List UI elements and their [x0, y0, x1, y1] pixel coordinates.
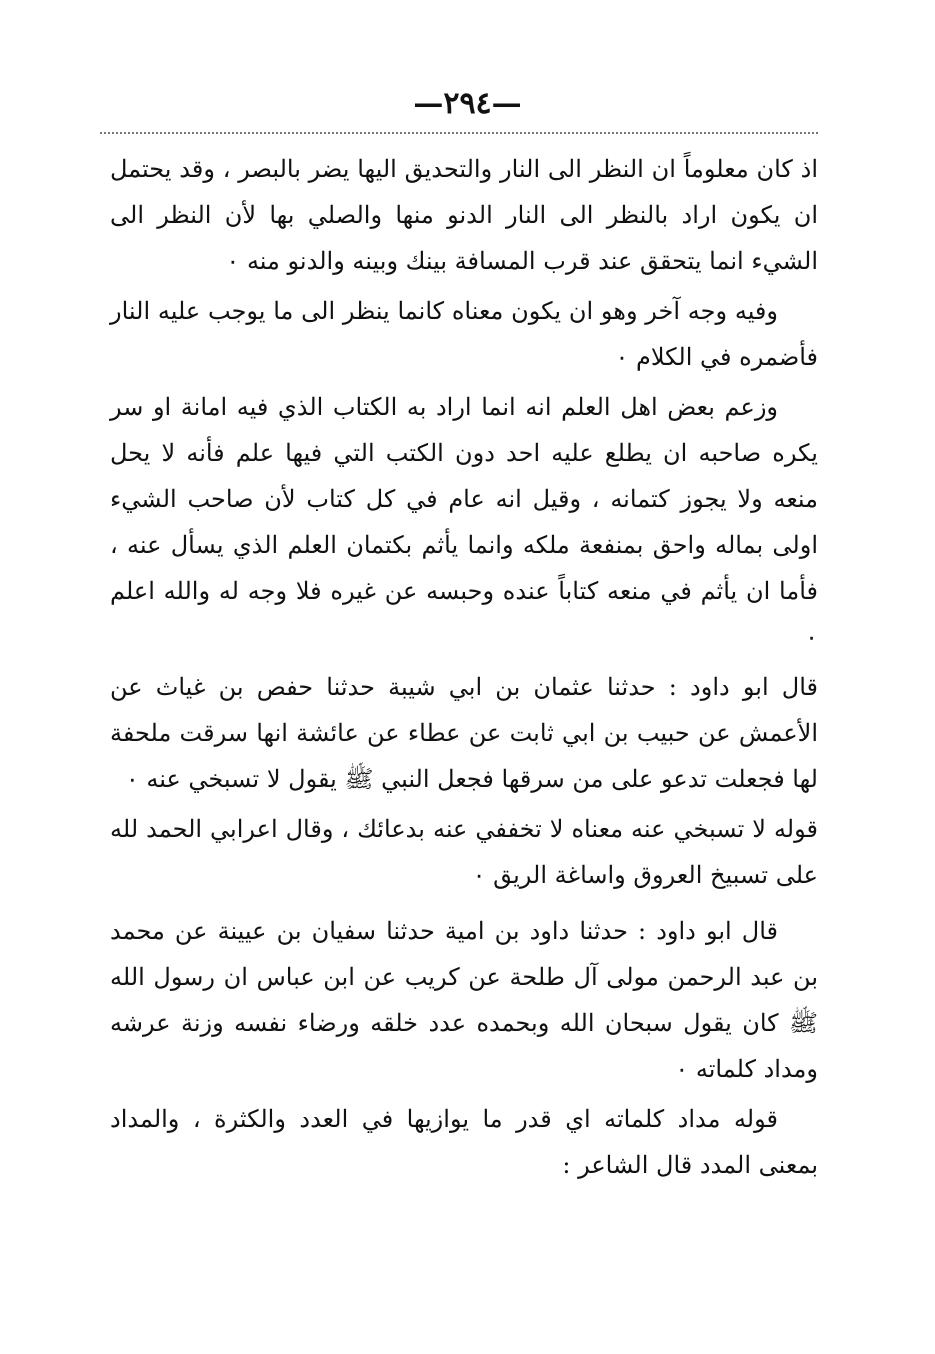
paragraph-7: قوله مداد كلماته اي قدر ما يوازيها في العدد والكثرة ، والمداد بمعنى المدد قال الشاعر :: [110, 1105, 818, 1179]
paragraph-1: اذ كان معلوماً ان النظر الى النار والتحديق اليها يضر بالبصر ، وقد يحتمل ان يكون اراد بالنظر الى النار الدنو منها والصلي بها لأن النظر الى الشيء انما يتحقق عند قرب المسافة بينك وبينه والدنو منه ٠: [110, 155, 818, 275]
paragraph-2: وفيه وجه آخر وهو ان يكون معناه كانما ينظر الى ما يوجب عليه النار فأضمره في الكلام ٠: [110, 297, 818, 371]
paragraph-4: قال ابو داود : حدثنا عثمان بن ابي شيبة حدثنا حفص بن غياث عن الأعمش عن حبيب بن ابي ثابت عن عطاء عن عائشة انها سرقت ملحفة لها فجعلت تدعو على من سرقها فجعل النبي ﷺ يقول لا تسبخي عنه ٠: [110, 673, 818, 793]
paragraph-5: قوله لا تسبخي عنه معناه لا تخففي عنه بدعائك ، وقال اعرابي الحمد لله على تسبيخ العروق واساغة الريق ٠: [110, 815, 818, 889]
body-text: [110, 146, 818, 1192]
header-divider: [100, 132, 818, 134]
page-number: —٢٩٤—: [413, 86, 522, 121]
paragraph-6: قال ابو داود : حدثنا داود بن امية حدثنا سفيان بن عيينة عن محمد بن عبد الرحمن مولى آل طلحة عن كريب عن ابن عباس ان رسول الله ﷺ كان يقول سبحان الله وبحمده عدد خلقه ورضاء نفسه وزنة عرشه ومداد كلماته ٠: [110, 917, 818, 1083]
paragraph-3: وزعم بعض اهل العلم انه انما اراد به الكتاب الذي فيه امانة او سر يكره صاحبه ان يطلع عليه احد دون الكتب التي فيها علم فأنه لا يحل منعه ولا يجوز كتمانه ، وقيل انه عام في كل كتاب لأن صاحب الشيء اولى بماله واحق بمنفعة ملكه وانما يأثم بكتمان العلم الذي يسأل عنه ، فأما ان يأثم في منعه كتاباً عنده وحبسه عن غيره فلا وجه له والله اعلم ٠: [110, 393, 818, 651]
